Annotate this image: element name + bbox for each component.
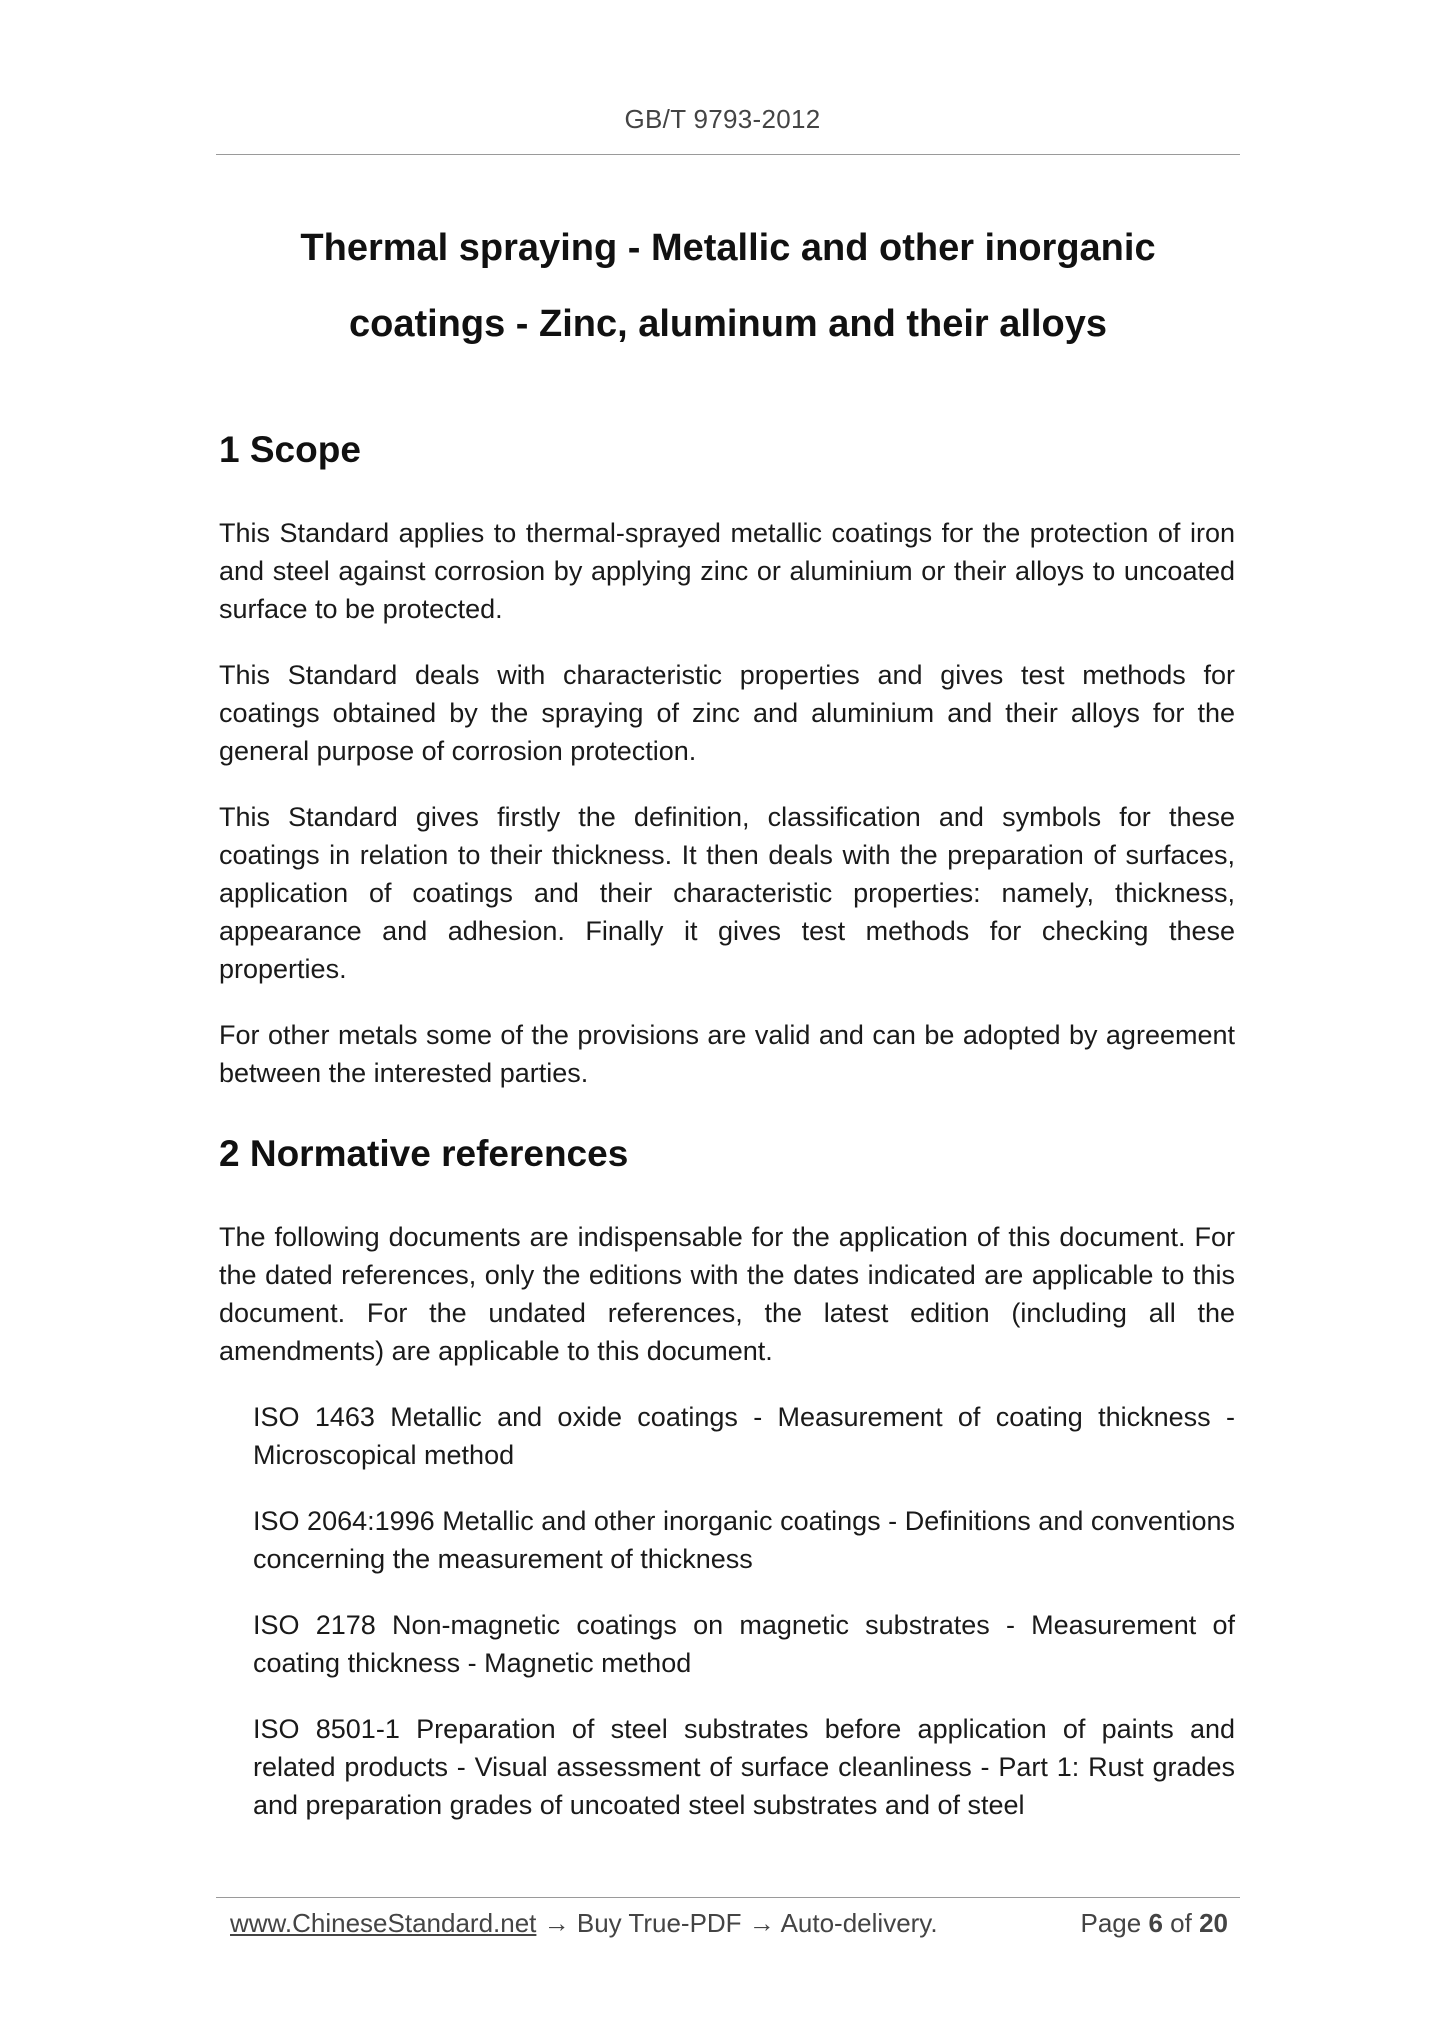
reference-item: ISO 8501-1 Preparation of steel substrates before application of paints and related products - Visual assessment of surface cleanliness - Part 1: Rust grades and preparation grades of uncoated steel substrates and of steel <box>253 1714 1235 1820</box>
document-title-line-1: Thermal spraying - Metallic and other inorganic <box>300 227 1156 269</box>
document-title <box>216 210 1240 362</box>
scope-paragraph-1: This Standard applies to thermal-sprayed metallic coatings for the protection of iron and steel against corrosion by applying zinc or aluminium or their alloys to uncoated surface to be protected. <box>219 518 1235 624</box>
scope-paragraph-2: This Standard deals with characteristic properties and gives test methods for coatings obtained by the spraying of zinc and aluminium and their alloys for the general purpose of corrosion protection. <box>219 660 1235 766</box>
footer-promo <box>230 1905 938 1941</box>
document-body <box>219 420 1235 1852</box>
references-intro-paragraph: The following documents are indispensable for the application of this document. For the dated references, only the editions with the dates indicated are applicable to this document. For the undated references, the latest edition (including all the amendments) are applicable to this document. <box>219 1222 1235 1366</box>
reference-item: ISO 2064:1996 Metallic and other inorganic coatings - Definitions and conventions concerning the measurement of thickness <box>253 1506 1235 1574</box>
website-link[interactable]: www.ChineseStandard.net <box>230 1908 537 1938</box>
page-number-indicator <box>1080 1905 1228 1941</box>
page-of-label: of <box>1170 1908 1192 1938</box>
section-heading-normative-references: 2 Normative references <box>219 1133 629 1174</box>
header-divider <box>216 154 1240 155</box>
section-heading-scope: 1 Scope <box>219 429 361 470</box>
reference-item: ISO 2178 Non-magnetic coatings on magnetic substrates - Measurement of coating thickness - Magnetic method <box>253 1610 1235 1678</box>
total-page-count: 20 <box>1199 1908 1228 1938</box>
reference-item: ISO 1463 Metallic and oxide coatings - Measurement of coating thickness - Microscopical method <box>253 1402 1235 1470</box>
current-page-number: 6 <box>1148 1908 1163 1938</box>
footer-promo-text: → Buy True-PDF → Auto-delivery. <box>536 1908 938 1938</box>
standard-code-header: GB/T 9793-2012 <box>624 104 821 134</box>
page-label: Page <box>1080 1908 1142 1938</box>
scope-paragraph-4: For other metals some of the provisions are valid and can be adopted by agreement between the interested parties. <box>219 1020 1235 1088</box>
footer-divider <box>216 1897 1240 1898</box>
scope-paragraph-3: This Standard gives firstly the definition, classification and symbols for these coatings in relation to their thickness. It then deals with the preparation of surfaces, application of coatings and their characteristic properties: namely, thickness, appearance and adhesion. Finally it gives test methods for checking these properties. <box>219 802 1235 984</box>
document-title-line-2: coatings - Zinc, aluminum and their alloys <box>348 303 1107 345</box>
